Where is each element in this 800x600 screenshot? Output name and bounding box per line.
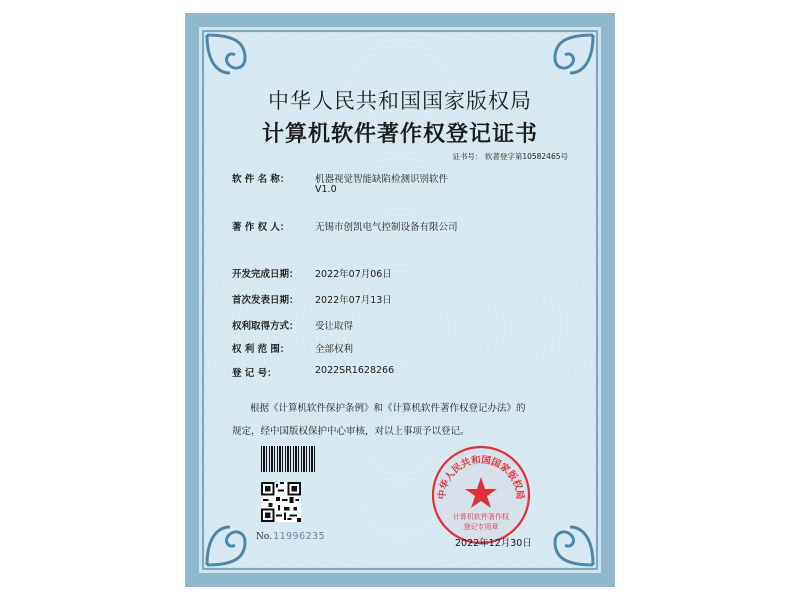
serial-number-label: No. — [256, 532, 272, 542]
seal-line2: 登记专用章 — [463, 523, 499, 531]
certificate — [185, 13, 615, 587]
certificate-number: 证书号： 软著登字第10582465号 — [452, 152, 568, 161]
owner-label: 著 作 权 人： — [232, 222, 290, 233]
acquisition-method-label: 权利取得方式： — [232, 321, 299, 332]
software-version-value: V1.0 — [315, 184, 337, 195]
owner-value: 无锡市创凯电气控制设备有限公司 — [315, 222, 458, 233]
issuer-title: 中华人民共和国国家版权局 — [268, 89, 532, 113]
rights-scope-value: 全部权利 — [315, 344, 354, 355]
barcode — [261, 446, 317, 472]
official-seal — [429, 443, 533, 547]
software-name-label: 软 件 名 称： — [232, 174, 290, 185]
corner-ornament-icon — [205, 33, 275, 93]
corner-ornament-icon — [525, 507, 595, 567]
qr-code — [261, 482, 301, 522]
publication-date-value: 2022年07月13日 — [315, 295, 392, 306]
issue-date: 2022年12月30日 — [455, 538, 532, 549]
certificate-title: 计算机软件著作权登记证书 — [261, 122, 538, 147]
corner-ornament-icon — [525, 33, 595, 93]
seal-outer-text: 中华人民共和国国家版权局 — [436, 454, 526, 500]
body-text-line1: 根据《计算机软件保护条例》和《计算机软件著作权登记办法》的 — [250, 403, 526, 414]
seal-line1: 计算机软件著作权 — [453, 513, 509, 521]
body-text-line2: 规定，经中国版权保护中心审核，对以上事项予以登记。 — [232, 426, 470, 437]
software-name-value: 机器视觉智能缺陷检测识别软件 — [315, 174, 449, 185]
completion-date-label: 开发完成日期： — [232, 269, 299, 280]
completion-date-value: 2022年07月06日 — [315, 269, 392, 280]
registration-number-value: 2022SR1628266 — [315, 365, 395, 376]
acquisition-method-value: 受让取得 — [315, 321, 354, 332]
publication-date-label: 首次发表日期： — [232, 295, 299, 306]
registration-number-label: 登 记 号： — [232, 368, 277, 379]
rights-scope-label: 权 利 范 围： — [232, 344, 290, 355]
serial-number-value: 11996235 — [273, 531, 326, 542]
